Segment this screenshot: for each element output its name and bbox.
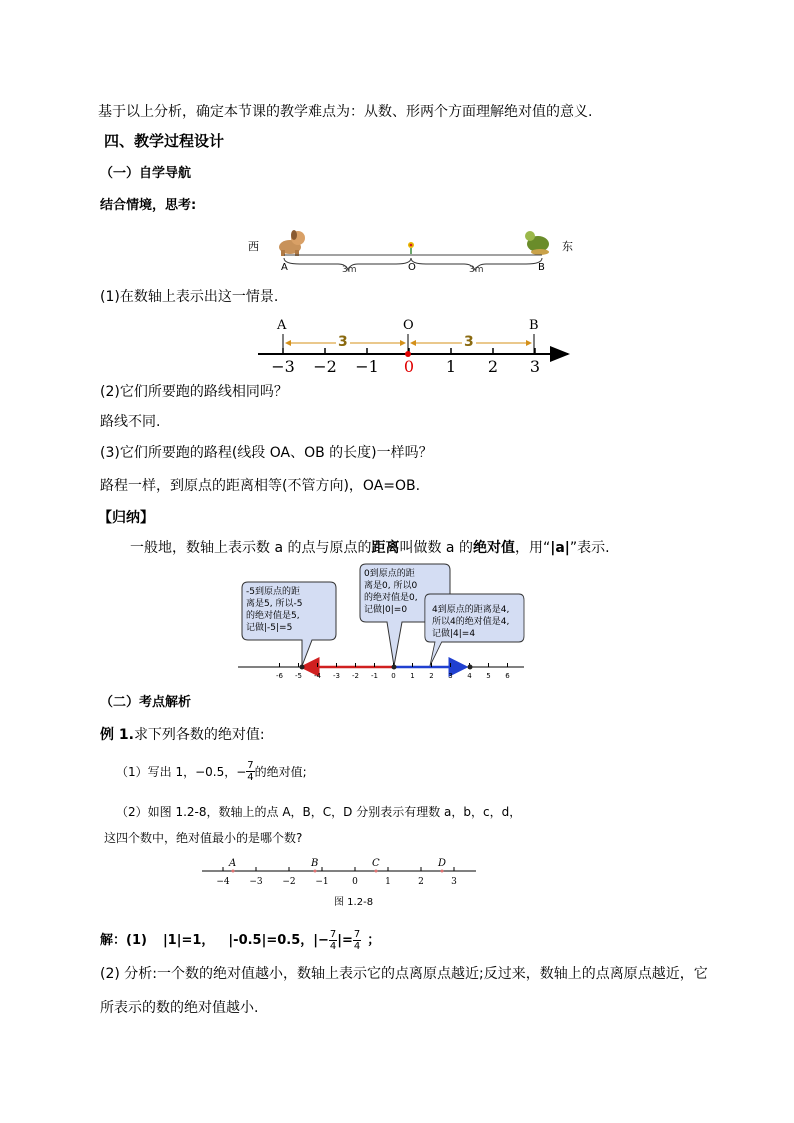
- nl3-tick-label: 1: [385, 877, 391, 887]
- callout-text-line: -5到原点的距: [246, 587, 300, 597]
- nl1-label-b: B: [529, 318, 539, 333]
- nl3-tick-label: −3: [249, 877, 263, 887]
- nl2-tick-label: -3: [333, 672, 340, 680]
- nl3-point: [441, 870, 444, 873]
- flower-icon: [408, 242, 414, 254]
- callout-text-line: 的绝对值是0,: [364, 593, 418, 603]
- question-3: (3)它们所要跑的路程(线段 OA、OB 的长度)一样吗？: [100, 445, 433, 461]
- callout-text-line: 4到原点的距离是4,: [432, 605, 510, 615]
- question-2: (2)它们所要跑的路线相同吗？: [100, 384, 288, 400]
- figure-caption: 图 1.2-8: [334, 897, 374, 908]
- callout-text-line: 0到原点的距: [364, 569, 415, 579]
- nl3-point-label: B: [311, 858, 319, 869]
- part2-title: （二）考点解析: [100, 695, 192, 710]
- callout-text-line: 所以4的绝对值是4,: [432, 617, 510, 627]
- nl2-tick-label: 1: [410, 672, 415, 680]
- number-line-1: [250, 312, 575, 376]
- scene-illustration: [240, 222, 580, 278]
- nl2-tick-label: 3: [448, 672, 453, 680]
- answer-2: 路线不同.: [100, 414, 161, 430]
- nl1-tick-label: −3: [271, 357, 295, 376]
- summary-title: 【归纳】: [98, 510, 154, 526]
- solution-fraction-1: $\frac{7}{4}$: [329, 929, 337, 952]
- nl1-tick-label: −2: [313, 357, 337, 376]
- east-label: 东: [562, 240, 573, 253]
- summary-text: 一般地，数轴上表示数 a 的点与原点的距离叫做数 a 的绝对值，用“|a|”表示.: [130, 540, 610, 556]
- nl2-tick-label: -1: [371, 672, 378, 680]
- nl2-tick-label: 2: [429, 672, 434, 680]
- solution-fraction-2: $\frac{7}{4}$: [353, 929, 361, 952]
- absolute-value-diagram: [232, 562, 532, 686]
- nl2-tick-label: 5: [486, 672, 491, 680]
- nl3-tick-label: −1: [315, 877, 329, 887]
- answer-3: 路程一样，到原点的距离相等(不管方向)，OA=OB.: [100, 478, 421, 494]
- example-q2-line1: （2）如图 1.2-8，数轴上的点 A，B，C，D 分别表示有理数 a，b，c，d，: [116, 805, 522, 819]
- nl1-tick-label: 1: [445, 357, 457, 376]
- nl1-dist-right: 3: [464, 334, 474, 350]
- scene-dist-right: 3m: [469, 265, 484, 275]
- nl3-tick-label: 0: [352, 877, 358, 887]
- analysis-line-1: (2) 分析:一个数的绝对值越小，数轴上表示它的点离原点越近;反过来，数轴上的点离原点越近，它: [100, 966, 708, 982]
- nl2-tick-label: -4: [314, 672, 321, 680]
- nl1-label-o: O: [403, 318, 414, 333]
- nl1-tick-label: 0: [403, 357, 415, 376]
- west-label: 西: [248, 240, 259, 253]
- nl2-tick-label: 6: [505, 672, 510, 680]
- fraction-7-4: $\frac{7}{4}$: [247, 760, 254, 783]
- nl1-dist-left: 3: [338, 334, 348, 350]
- scene-dist-left: 3m: [342, 265, 357, 275]
- callout-text-line: 记做|4|=4: [432, 629, 476, 639]
- question-1: (1)在数轴上表示出这一情景.: [100, 289, 279, 305]
- example-q2-line2: 这四个数中，绝对值最小的是哪个数?: [104, 831, 303, 845]
- nl3-point-label: A: [229, 858, 237, 869]
- analysis-line-2: 所表示的数的绝对值越小.: [100, 1000, 259, 1016]
- callout-text-line: 的绝对值是5,: [246, 611, 300, 621]
- nl3-point-label: C: [372, 858, 380, 869]
- nl2-tick-label: 0: [391, 672, 396, 680]
- dog-icon: [279, 230, 305, 256]
- nl2-tick-label: -5: [295, 672, 302, 680]
- nl1-tick-label: 3: [529, 357, 541, 376]
- example-q1: （1）写出 1，−0.5，− $\frac{7}{4}$ 的绝对值;: [116, 760, 307, 783]
- scene-point-b: B: [538, 262, 545, 273]
- nl2-tick-label: 4: [467, 672, 472, 680]
- scene-point-o: O: [408, 262, 416, 273]
- nl3-tick-label: −2: [282, 877, 296, 887]
- callout-text-line: 离是5, 所以-5: [246, 599, 303, 609]
- solution-line: 解：(1) |1|=1， |-0.5|=0.5， |− $\frac{7}{4}$ |= $\frac{7}{4}$ ；: [100, 929, 381, 952]
- context-prompt: 结合情境，思考:: [100, 198, 197, 213]
- callout-text-line: 记做|-5|=5: [246, 623, 293, 633]
- section4-title: 四、教学过程设计: [104, 132, 225, 150]
- callout-text-line: 离是0, 所以0: [364, 581, 418, 591]
- number-line-fig-1-2-8: [196, 854, 486, 916]
- nl3-tick-label: −4: [216, 877, 230, 887]
- turtle-icon: [525, 231, 549, 255]
- nl3-point: [375, 870, 378, 873]
- nl3-point-label: D: [438, 858, 447, 869]
- nl2-tick-label: -2: [352, 672, 359, 680]
- nl1-tick-label: 2: [487, 357, 499, 376]
- nl3-point: [314, 870, 317, 873]
- nl3-tick-label: 3: [451, 877, 457, 887]
- nl2-tick-label: -6: [276, 672, 283, 680]
- example-1-heading: 例 1.求下列各数的绝对值:: [100, 727, 265, 743]
- scene-point-a: A: [281, 262, 288, 273]
- part1-title: （一）自学导航: [100, 166, 192, 181]
- intro-text: 基于以上分析，确定本节课的教学难点为：从数、形两个方面理解绝对值的意义.: [98, 104, 593, 120]
- nl3-tick-label: 2: [418, 877, 424, 887]
- nl1-tick-label: −1: [355, 357, 379, 376]
- nl3-point: [232, 870, 235, 873]
- nl1-label-a: A: [277, 318, 287, 333]
- callout-text-line: 记做|0|=0: [364, 605, 408, 615]
